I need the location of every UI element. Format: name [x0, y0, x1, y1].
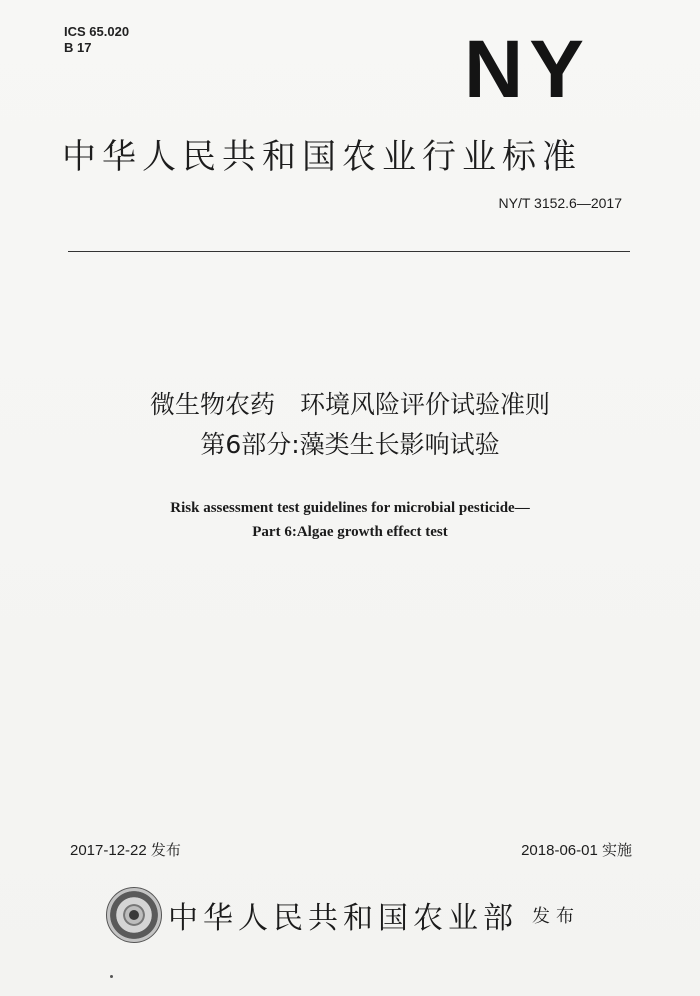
- title-chinese-line-2: 第6部分:藻类生长影响试验: [200, 430, 500, 459]
- implementation-date: 2018-06-01 实施: [521, 842, 632, 859]
- issuer-name: 中华人民共和国农业部: [168, 901, 518, 936]
- issuer-block: [106, 885, 580, 945]
- ccs-code: B 17: [64, 40, 92, 55]
- page-speck: [110, 975, 113, 978]
- title-english-line-1: Risk assessment test guidelines for microbial pesticide—: [170, 500, 530, 516]
- org-title: 中华人民共和国农业行业标准: [62, 137, 582, 177]
- standard-number: NY/T 3152.6—2017: [498, 195, 622, 211]
- issue-date: 2017-12-22 发布: [70, 842, 181, 859]
- title-english: [0, 496, 700, 544]
- title-english-line-2: Part 6:Algae growth effect test: [252, 524, 448, 540]
- issuer-suffix: 发布: [532, 906, 580, 927]
- title-chinese: [0, 385, 700, 465]
- header-divider: [68, 251, 630, 252]
- title-chinese-line-1: 微生物农药 环境风险评价试验准则: [149, 390, 550, 419]
- ics-code: ICS 65.020: [64, 24, 130, 39]
- classification-codes: [64, 24, 129, 56]
- national-emblem-icon: [106, 887, 162, 943]
- ny-logo: NY: [464, 24, 590, 115]
